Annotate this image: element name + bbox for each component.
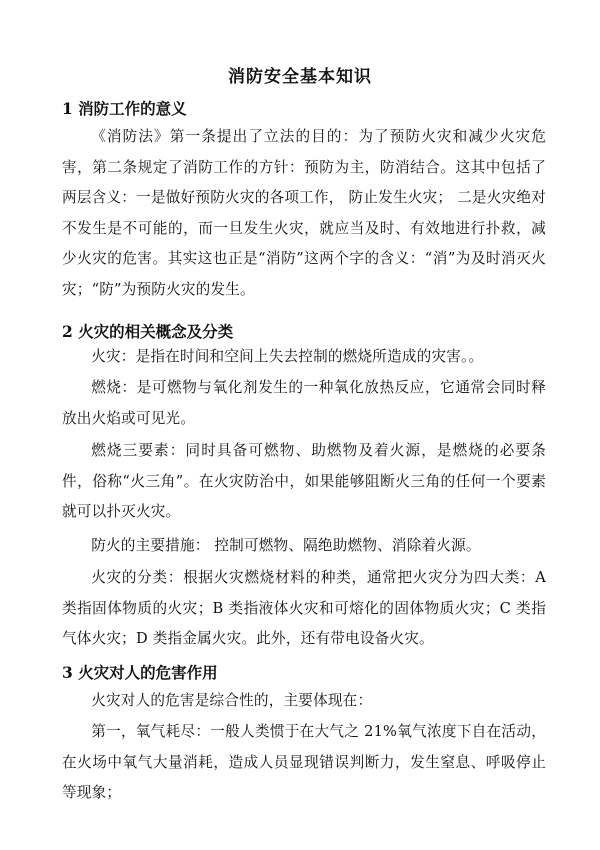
paragraph: 火灾对人的危害是综合性的，主要体现在： — [91, 692, 373, 709]
section-heading: 3 火灾对人的危害作用 — [62, 663, 218, 682]
page-title: 消防安全基本知识 — [228, 67, 372, 87]
paragraph: 燃烧三要素：同时具备可燃物、助燃物及着火源，是燃烧的必要条件，俗称“火三角”。在火灾防治中，如果能够阻断火三角的任何一个要素就可以扑灭火灾。 — [62, 442, 546, 521]
paragraph: 火灾：是指在时间和空间上失去控制的燃烧所造成的灾害。。 — [91, 348, 484, 365]
paragraph: 《消防法》第一条提出了立法的目的：为了预防火灾和减少火灾危害，第二条规定了消防工作的方针：预防为主，防消结合。这其中包括了两层含义：一是做好预防火灾的各项工作， 防止发生火灾； 二是火灾绝对不发生是不可能的，而一旦发生火灾，就应当及时、有效地进行扑救，减少火灾的危害。其实这也正是“消防”这两个字的含义：“消”为及时消灭火灾；“防”为预防火灾的发生。 — [62, 128, 546, 298]
section-heading: 2 火灾的相关概念及分类 — [62, 322, 234, 341]
paragraph: 火灾的分类：根据火灾燃烧材料的种类，通常把火灾分为四大类：A 类指固体物质的火灾；B 类指液体火灾和可熔化的固体物质火灾；C 类指气体火灾；D 类指金属火灾。此外，还有带电设备火灾。 — [62, 569, 546, 648]
section-heading: 1 消防工作的意义 — [62, 99, 187, 118]
paragraph: 燃烧：是可燃物与氧化剂发生的一种氧化放热反应，它通常会同时释放出火焰或可见光。 — [62, 379, 546, 427]
paragraph: 防火的主要措施： 控制可燃物、隔绝助燃物、消除着火源。 — [91, 537, 481, 554]
paragraph: 第一，氧气耗尽：一般人类惯于在大气之 21%氧气浓度下自在活动，在火场中氧气大量消耗，造成人员显现错误判断力，发生窒息、呼吸停止等现象； — [62, 723, 546, 802]
